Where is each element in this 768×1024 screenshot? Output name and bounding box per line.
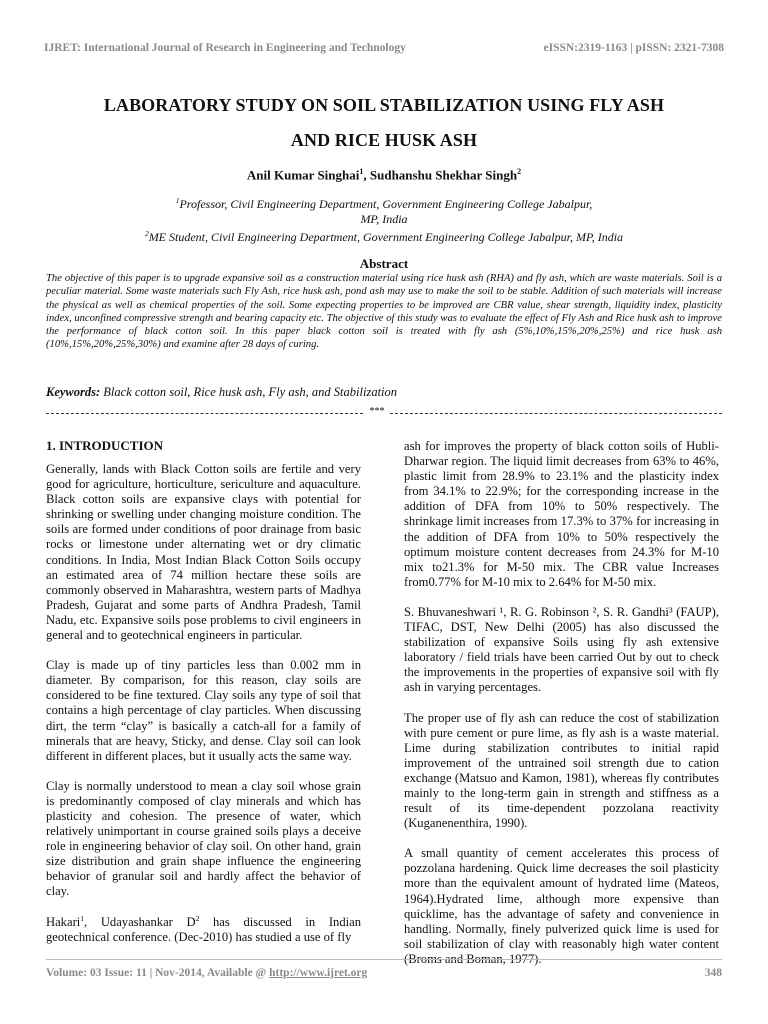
affiliation-2-sup: 2: [144, 229, 149, 238]
divider-line-left: [46, 413, 363, 414]
author-1: Anil Kumar Singhai: [246, 167, 360, 183]
section-heading-introduction: 1. INTRODUCTION: [46, 438, 164, 453]
divider-stars: ***: [369, 406, 385, 417]
affiliation-1: [80, 193, 688, 227]
paragraph: S. Bhuvaneshwari ¹, R. G. Robinson ², S. R. Gandhi³ (FAUP), TIFAC, DST, New Delhi (2005) has also discussed the stabilization of expansive Soils using fly ash extensive laboratory / field trials have been carried Out by out to check the improvements in the properties of expansive soil with fly ash in varying percentages.: [404, 604, 719, 695]
citation-hakari: Hakari: [46, 914, 81, 929]
citation-udayashankar: , Udayashankar D: [84, 914, 196, 929]
left-column: [46, 438, 361, 960]
paragraph: The proper use of fly ash can reduce the cost of stabilization with pure cement or pure lime, as fly ash is a waste material. Lime during stabilization contributes to initial rapid improvement of the untrained soil strength due to cation exchange (Matsuo and Kamon, 1981), whereas fly contributes mainly to the long-term gain in strength and stiffness as a result of its time-dependent pozzolana reactivity (Kuganenenthira, 1990).: [404, 710, 719, 831]
affiliation-2: [40, 226, 728, 245]
section-divider: [46, 406, 722, 418]
affiliation-1-line-1: Professor, Civil Engineering Department, Government Engineering College Jabalpur,: [179, 197, 593, 211]
citation-sup: 1: [80, 913, 85, 923]
footer-rule: [46, 959, 722, 960]
paragraph-text: has discussed in Indian geotechnical conference. (Dec-2010) has studied a use of fly: [46, 914, 362, 944]
paragraph: Clay is made up of tiny particles less than 0.002 mm in diameter. By comparison, for this reason, clay soils are considered to be fine textured. Clay soils any type of soil that contains a high percentage of clay particles. When discussing dirt, the term “clay” is basically a catch-all for a family of minerals that are heavy, Sticky, and dense. Clay soil can look different in different places, but it usually acts the same way.: [46, 658, 361, 763]
journal-name: IJRET: International Journal of Research in Engineering and Technology: [44, 42, 406, 54]
citation-sup: 2: [195, 913, 200, 923]
title-line-1: LABORATORY STUDY ON SOIL STABILIZATION USING FLY ASH: [103, 95, 665, 115]
abstract-body: The objective of this paper is to upgrade expansive soil as a construction material using rice husk ash (RHA) and fly ash, which are waste materials. Soil is a peculiar material. Some waste materials such Fly Ash, rice husk ash, pond ash may use to make the soil to be stable. Addition of such materials will increase the physical as well as chemical properties of the soil. Some expecting properties to be improved are CBR value, shear strength, liquidity index, plasticity index, unconfined compressive strength and bearing capacity etc. The objective of this study was to evaluate the effect of Fly Ash and Rice husk ash to improve the performance of black cotton soil. In this paper black cotton soil is treated with fly ash (5%,10%,15%,20%,25%) and rice husk ash (10%,15%,20%,25%,30%) and examine after 28 days of curing.: [46, 273, 722, 351]
running-header: [44, 42, 724, 54]
abstract-heading: Abstract: [359, 256, 409, 271]
page-number: 348: [704, 967, 722, 979]
footer-volume: [46, 967, 367, 979]
footer-volume-text: Volume: 03 Issue: 11 | Nov-2014, Available @: [46, 967, 270, 979]
paragraph: Clay is normally understood to mean a clay soil whose grain is predominantly composed of clay minerals and which has plasticity and cohesion. The presence of water, which relatively unimportant in course grained soils plays a deceive role in engineering behavior of clay soil. On other hand, grain size distribution and grain shape influence the engineering behavior of granular soil and hardly affect the behavior of clay.: [46, 778, 361, 899]
divider-line-right: [390, 413, 722, 414]
affiliation-2-text: ME Student, Civil Engineering Department, Government Engineering College Jabalpur, MP, India: [148, 230, 624, 244]
right-column: [404, 439, 719, 982]
paragraph: A small quantity of cement accelerates this process of pozzolana hardening. Quick lime decreases the soil plasticity more than the equivalent amount of hydrated lime (Mateos, 1964).Hydrated lime, although more expensive than quicklime, has the advantage of safety and convenience in handling. Normally, finely pulverized quick lime is used for soil stabilization of clay with reasonably high water content (Broms and Boman, 1977).: [404, 846, 719, 966]
author-2: Sudhanshu Shekhar Singh: [369, 167, 518, 183]
author-2-sup: 2: [517, 167, 522, 176]
journal-link[interactable]: http://www.ijret.org: [269, 967, 368, 979]
paragraph: [46, 915, 361, 945]
title-line-2: AND RICE HUSK ASH: [290, 130, 478, 150]
author-1-sup: 1: [359, 167, 364, 176]
paragraph: Generally, lands with Black Cotton soils are fertile and very good for agriculture, horticulture, sericulture and aquaculture. Black cotton soils are expansive clays with potential for shrinking or swelling under changing moisture condition. The soils are formed under conditions of poor drainage from basic rocks or limestone under alternating wet or dry climatic conditions. In India, Most Indian Black Cotton Soils occupy an estimated area of 74 million hectare these soils are commonly observed in Maharashtra, western parts of Madhya Pradesh, Gujarat and some parts of Andhra Pradesh, Tamil Nadu, etc. Expansive soils pose problems to civil engineers in general and to geotechnical engineers in particular.: [46, 462, 361, 643]
author-separator: ,: [363, 167, 370, 183]
keywords-text: Black cotton soil, Rice husk ash, Fly ash, and Stabilization: [100, 385, 398, 399]
page-footer: [46, 967, 722, 979]
paper-title: [40, 88, 728, 158]
issn-text: eISSN:2319-1163 | pISSN: 2321-7308: [543, 42, 724, 54]
paragraph: ash for improves the property of black cotton soils of Hubli-Dharwar region. The liquid limit decreases from 63% to 46%, plastic limit from 28.9% to 23.1% and the plasticity index from 34.1% to 22.9%; for the corresponding increase in the addition of DFA from 10% to 50% respectively. The shrinkage limit increases from 17.3% to 37% for increasing in the addition of DFA from 10% to 50% respectively the optimum moisture content decreases from 24.3% for M-10 mix to21.3% for M-50 mix. The CBR value Increases from0.77% for M-10 mix to 2.64% for M-50 mix.: [404, 439, 719, 589]
author-line: [40, 167, 728, 183]
keywords: [46, 385, 722, 400]
affiliation-1-sup: 1: [175, 196, 180, 205]
keywords-label: Keywords:: [46, 385, 101, 399]
affiliation-1-line-2: MP, India: [360, 212, 408, 226]
